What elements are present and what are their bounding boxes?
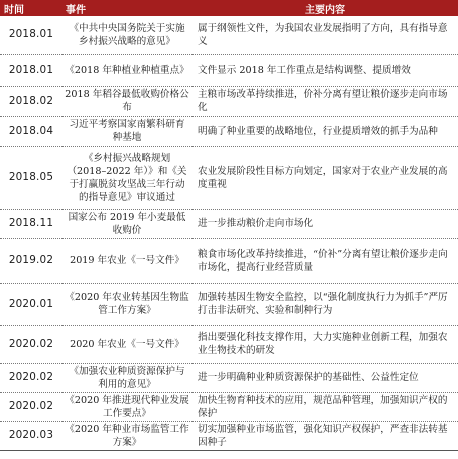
row-document: 《中共中央国务院关于实施乡村振兴战略的意见》 bbox=[62, 16, 192, 54]
row-date: 2018.11 bbox=[0, 209, 62, 238]
row-document: 《2020 年农业转基因生物监管工作方案》 bbox=[62, 283, 192, 325]
row-document: 《2018 年种植业种植重点》 bbox=[62, 54, 192, 86]
row-date: 2018.04 bbox=[0, 116, 62, 146]
header-row bbox=[0, 0, 458, 16]
table-body bbox=[0, 16, 458, 450]
header-document: 事件 bbox=[62, 0, 192, 16]
header-date: 时间 bbox=[0, 0, 62, 16]
row-date: 2018.01 bbox=[0, 54, 62, 86]
table-row bbox=[0, 392, 458, 421]
row-document: 习近平考察国家南繁科研育种基地 bbox=[62, 116, 192, 146]
row-date: 2018.05 bbox=[0, 146, 62, 209]
table-row bbox=[0, 86, 458, 116]
table-header bbox=[0, 0, 458, 16]
row-document: 2019 年农业《一号文件》 bbox=[62, 238, 192, 283]
row-content: 农业发展阶段性目标方向划定，国家对于农业产业发展的高度重视 bbox=[192, 146, 458, 209]
row-document: 2020 年农业《一号文件》 bbox=[62, 325, 192, 363]
row-date: 2020.02 bbox=[0, 392, 62, 421]
table-row bbox=[0, 325, 458, 363]
row-date: 2020.03 bbox=[0, 421, 62, 450]
row-date: 2020.02 bbox=[0, 363, 62, 392]
table-row bbox=[0, 283, 458, 325]
row-content: 加强转基因生物安全监控，以“强化制度执行力为抓手”严厉打击非法研究、实验和制种行为 bbox=[192, 283, 458, 325]
row-content: 主粮市场改革持续推进，价补分离有望让粮价逐步走向市场化 bbox=[192, 86, 458, 116]
table-row bbox=[0, 116, 458, 146]
row-date: 2019.02 bbox=[0, 238, 62, 283]
row-content: 指出要强化科技支撑作用，大力实施种业创新工程，加强农业生物技术的研发 bbox=[192, 325, 458, 363]
row-document: 《乡村振兴战略规划（2018–2022 年）》和《关于打赢脱贫攻坚战三年行动的指导意见》审议通过 bbox=[62, 146, 192, 209]
row-document: 《加强农业种质资源保护与利用的意见》 bbox=[62, 363, 192, 392]
row-date: 2018.02 bbox=[0, 86, 62, 116]
table-row bbox=[0, 363, 458, 392]
table-row bbox=[0, 421, 458, 450]
row-content: 属于纲领性文件，为我国农业发展指明了方向，具有指导意义 bbox=[192, 16, 458, 54]
row-content: 加快生物育种技术的应用，规范品种管理，加强知识产权的保护 bbox=[192, 392, 458, 421]
row-content: 切实加强种业市场监管，强化知识产权保护，严查非法转基因种子 bbox=[192, 421, 458, 450]
row-date: 2018.01 bbox=[0, 16, 62, 54]
row-content: 进一步推动粮价走向市场化 bbox=[192, 209, 458, 238]
row-document: 《2020 年推进现代种业发展工作要点》 bbox=[62, 392, 192, 421]
table-row bbox=[0, 16, 458, 54]
row-document: 2018 年稻谷最低收购价格公布 bbox=[62, 86, 192, 116]
row-content: 文件显示 2018 年工作重点是结构调整、提质增效 bbox=[192, 54, 458, 86]
row-content: 进一步明确种业种质资源保护的基础性、公益性定位 bbox=[192, 363, 458, 392]
table-row bbox=[0, 146, 458, 209]
row-content: 明确了种业重要的战略地位，行业提质增效的抓手为品种 bbox=[192, 116, 458, 146]
row-document: 国家公布 2019 年小麦最低收购价 bbox=[62, 209, 192, 238]
row-document: 《2020 年种业市场监管工作方案》 bbox=[62, 421, 192, 450]
table-row bbox=[0, 54, 458, 86]
row-content: 粮食市场化改革持续推进，“价补”分离有望让粮价逐步走向市场化，提高行业经营质量 bbox=[192, 238, 458, 283]
table-row bbox=[0, 238, 458, 283]
table-row bbox=[0, 209, 458, 238]
header-content: 主要内容 bbox=[192, 0, 458, 16]
row-date: 2020.01 bbox=[0, 283, 62, 325]
row-date: 2020.02 bbox=[0, 325, 62, 363]
